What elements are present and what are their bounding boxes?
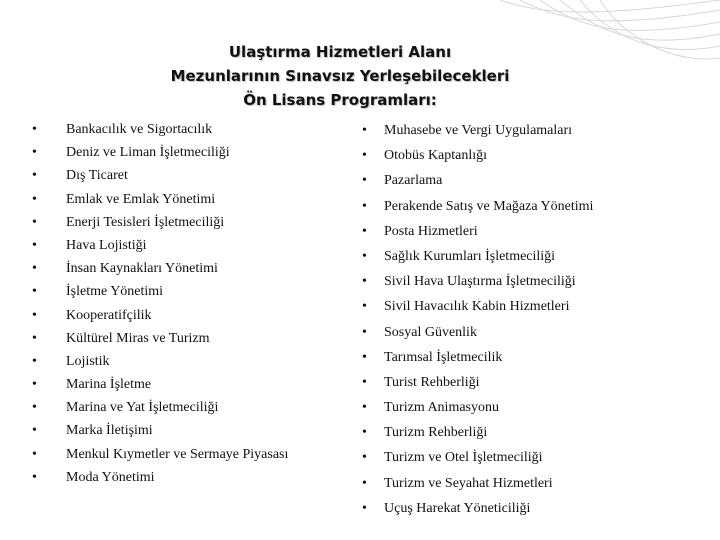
bullet-icon: • (32, 261, 37, 277)
program-name: Sivil Hava Ulaştırma İşletmeciliği (384, 274, 576, 290)
program-name: Dış Ticaret (66, 168, 128, 184)
program-name: Turizm Animasyonu (384, 400, 499, 416)
program-list-item (32, 118, 288, 141)
program-name: Turizm Rehberliği (384, 425, 488, 441)
program-name: Kültürel Miras ve Turizm (66, 330, 210, 346)
program-name: Sosyal Güvenlik (384, 324, 477, 340)
program-list-item (362, 194, 594, 219)
program-list-right (362, 118, 594, 521)
program-list-item (32, 443, 289, 466)
bullet-icon: • (32, 446, 37, 462)
bullet-icon: • (32, 214, 37, 230)
program-name: Hava Lojistiği (66, 237, 147, 253)
program-name: İnsan Kaynakları Yönetimi (66, 261, 218, 277)
program-list-item (362, 320, 593, 345)
program-name: Sağlık Kurumları İşletmeciliği (384, 248, 556, 264)
program-list-item (362, 244, 593, 269)
program-name: Turizm ve Seyahat Hizmetleri (384, 475, 553, 491)
program-list-item (32, 327, 288, 350)
program-list-item (362, 269, 593, 294)
program-name: Uçuş Harekat Yöneticiliği (384, 500, 531, 516)
page-title-line-2: Mezunlarının Sınavsız Yerleşebilecekleri (170, 67, 510, 85)
program-name: Moda Yönetimi (66, 469, 155, 485)
program-name: Sivil Havacılık Kabin Hizmetleri (384, 299, 570, 315)
program-list-item (32, 396, 288, 419)
bullet-icon: • (362, 198, 367, 214)
program-list-item (32, 419, 288, 442)
program-name: Marka İletişimi (66, 423, 153, 439)
program-list-item (32, 373, 288, 396)
bullet-icon: • (362, 450, 367, 466)
program-name: Otobüs Kaptanlığı (384, 148, 488, 164)
program-name: Enerji Tesisleri İşletmeciliği (66, 214, 225, 230)
program-name: Lojistik (66, 353, 110, 369)
program-list-item (32, 164, 288, 187)
program-name: Muhasebe ve Vergi Uygulamaları (384, 123, 573, 138)
bullet-icon: • (32, 168, 37, 184)
page-title-line-1: Ulaştırma Hizmetleri Alanı (228, 43, 452, 61)
program-list-item (362, 118, 593, 143)
bullet-icon: • (362, 324, 367, 340)
program-name: Turist Rehberliği (384, 374, 480, 390)
program-name: Posta Hizmetleri (384, 223, 478, 239)
program-list-item (362, 420, 593, 445)
program-list-item (32, 304, 288, 327)
program-name: Emlak ve Emlak Yönetimi (66, 191, 216, 207)
program-list-item (362, 219, 593, 244)
bullet-icon: • (362, 425, 367, 441)
program-list-item (362, 471, 593, 496)
program-list-item (362, 143, 593, 168)
bullet-icon: • (362, 223, 367, 239)
program-list-item (362, 345, 593, 370)
program-list-item (32, 188, 288, 211)
program-list-item (362, 445, 593, 470)
bullet-icon: • (32, 284, 37, 300)
bullet-icon: • (32, 191, 37, 207)
bullet-icon: • (362, 400, 367, 416)
bullet-icon: • (32, 423, 37, 439)
program-name: Marina İşletme (66, 377, 152, 393)
bullet-icon: • (362, 173, 367, 189)
program-list-item (32, 350, 288, 373)
program-list-item (32, 234, 288, 257)
program-list-item (362, 370, 593, 395)
program-list-item (362, 168, 593, 193)
bullet-icon: • (32, 469, 37, 485)
bullet-icon: • (32, 237, 37, 253)
bullet-icon: • (362, 500, 367, 516)
program-list-item (362, 395, 593, 420)
bullet-icon: • (32, 145, 37, 161)
program-name: Turizm ve Otel İşletmeciliği (384, 450, 543, 466)
program-name: Tarımsal İşletmecilik (384, 349, 503, 365)
program-list-item (32, 257, 288, 280)
bullet-icon: • (32, 377, 37, 393)
bullet-icon: • (32, 330, 37, 346)
page-title-line-3: Ön Lisans Programları: (243, 91, 437, 109)
program-name: İşletme Yönetimi (66, 284, 164, 300)
bullet-icon: • (362, 274, 367, 290)
bullet-icon: • (362, 248, 367, 264)
program-list-item (32, 211, 288, 234)
program-list-item (362, 294, 593, 319)
program-name: Bankacılık ve Sigortacılık (66, 122, 213, 137)
bullet-icon: • (362, 475, 367, 491)
bullet-icon: • (362, 349, 367, 365)
program-name: Deniz ve Liman İşletmeciliği (66, 145, 230, 161)
program-name: Kooperatifçilik (66, 307, 152, 323)
bullet-icon: • (362, 123, 367, 138)
program-name: Menkul Kıymetler ve Sermaye Piyasası (66, 446, 289, 462)
bullet-icon: • (362, 374, 367, 390)
program-name: Pazarlama (384, 173, 443, 189)
program-list-item (32, 280, 288, 303)
program-list-item (362, 496, 593, 521)
bullet-icon: • (32, 400, 37, 416)
bullet-icon: • (362, 148, 367, 164)
program-name: Marina ve Yat İşletmeciliği (66, 400, 219, 416)
bullet-icon: • (32, 122, 37, 137)
bullet-icon: • (32, 353, 37, 369)
program-list-item (32, 466, 288, 489)
page-title (0, 40, 680, 112)
bullet-icon: • (32, 307, 37, 323)
program-list-left (32, 118, 289, 489)
program-name: Perakende Satış ve Mağaza Yönetimi (384, 198, 594, 214)
program-list-item (32, 141, 288, 164)
bullet-icon: • (362, 299, 367, 315)
